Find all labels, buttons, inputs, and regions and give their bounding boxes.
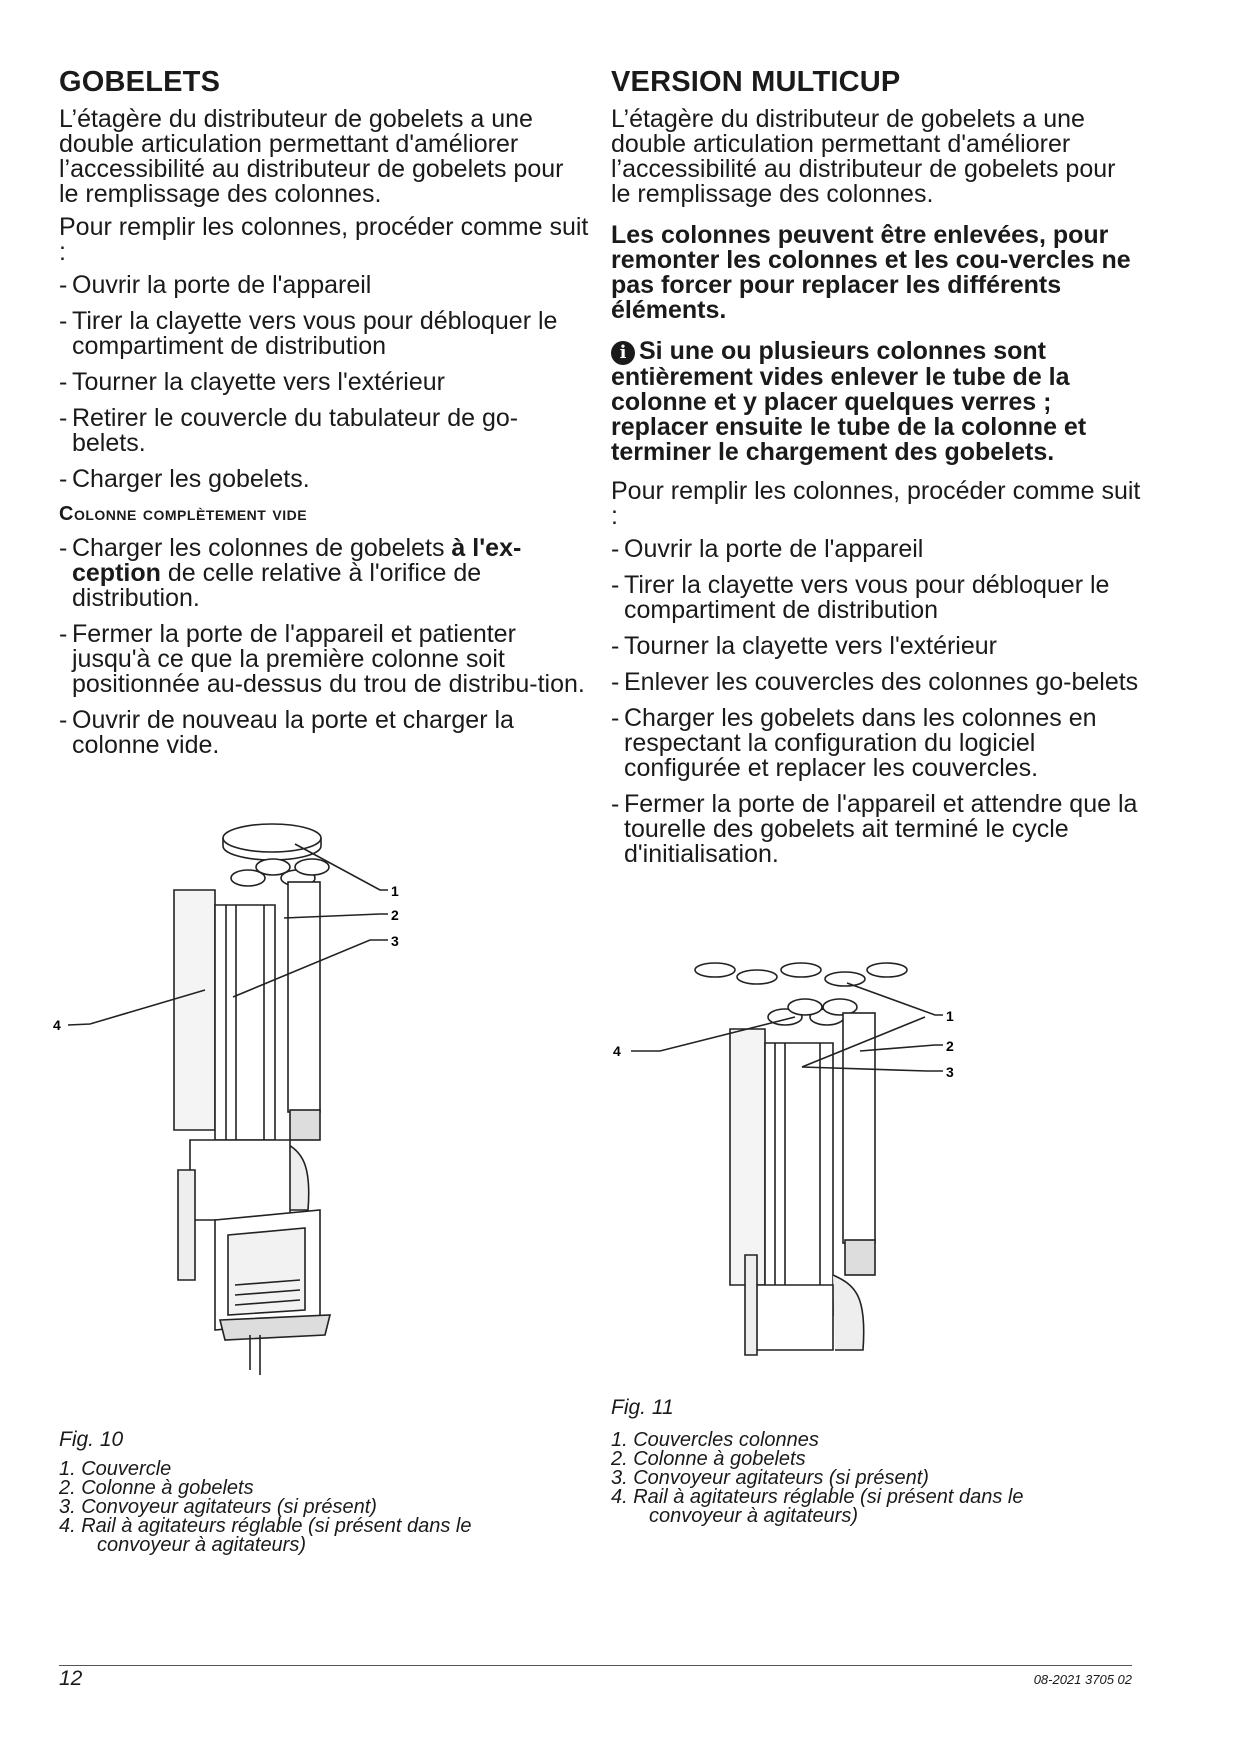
callout-4: 4 (613, 1043, 621, 1059)
legend-item: 2. Colonne à gobelets (59, 1477, 254, 1499)
info-circle-icon: i (611, 341, 635, 365)
figure-10-caption: Fig. 10 (59, 1428, 124, 1451)
list-item: - Tourner la clayette vers l'extérieur (59, 368, 445, 396)
intro-paragraph: L’étagère du distributeur de gobelets a une double articulation permettant d'améliorer l’accessibilité au distributeur de gobelets pour le remplissage des colonnes. (59, 105, 564, 208)
left-column (59, 62, 589, 769)
steps-list (611, 537, 1141, 867)
steps-list (59, 273, 589, 492)
callout-2: 2 (946, 1038, 954, 1054)
list-item: - Ouvrir la porte de l'appareil (59, 271, 372, 299)
figure-10-legend (59, 1460, 471, 1555)
list-item: - Fermer la porte de l'appareil et patienter jusqu'à ce que la première colonne soit positionnée au-dessus du trou de distribu-tion. (59, 620, 585, 698)
figure-10-cup-dispenser (50, 810, 470, 1430)
callout-4: 4 (53, 1017, 61, 1033)
callout-1: 1 (946, 1008, 954, 1024)
legend-item-continued: convoyeur à agitateurs) (97, 1534, 307, 1556)
section-title-gobelets: GOBELETS (59, 66, 221, 98)
steps-list-empty-column (59, 536, 589, 758)
callout-1: 1 (391, 883, 399, 899)
section-title-multicup: VERSION MULTICUP (611, 66, 901, 98)
callout-2: 2 (391, 907, 399, 923)
intro-paragraph: L’étagère du distributeur de gobelets a une double articulation permettant d'améliorer l’accessibilité au distributeur de gobelets pour le remplissage des colonnes. (611, 105, 1116, 208)
legend-item-continued: convoyeur à agitateurs) (649, 1505, 859, 1527)
figure-11-caption: Fig. 11 (611, 1396, 674, 1419)
list-item: - Charger les colonnes de gobelets à l'ex-ception de celle relative à l'orifice de distribution. (59, 534, 522, 612)
subheading-empty-column: Colonne complètement vide (59, 503, 308, 525)
footer-divider (59, 1665, 1132, 1666)
list-item: - Tourner la clayette vers l'extérieur (611, 632, 997, 660)
legend-item: 1. Couvercles colonnes (611, 1429, 819, 1451)
legend-item: 3. Convoyeur agitateurs (si présent) (611, 1467, 929, 1489)
list-item: - Ouvrir la porte de l'appareil (611, 535, 924, 563)
list-item: - Tirer la clayette vers vous pour débloquer le compartiment de distribution (59, 307, 558, 360)
figure-11-legend (611, 1431, 1023, 1526)
list-item: - Enlever les couvercles des colonnes go-belets (611, 668, 1139, 696)
list-item: - Ouvrir de nouveau la porte et charger la colonne vide. (59, 706, 514, 759)
info-paragraph: i Si une ou plusieurs colonnes sont entièrement vides enlever le tube de la colonne et y placer quelques verres ; replacer ensuite le tube de la colonne et terminer le chargement des gobelets. (611, 337, 1087, 466)
lead-paragraph: Pour remplir les colonnes, procéder comme suit : (59, 213, 589, 266)
legend-item: 4. Rail à agitateurs réglable (si présent dans le (611, 1486, 1024, 1508)
document-code: 08-2021 3705 02 (1033, 1672, 1132, 1687)
warning-paragraph: Les colonnes peuvent être enlevées, pour remonter les colonnes et les cou-vercles ne pas forcer pour replacer les différents éléments. (611, 221, 1131, 324)
list-item: - Tirer la clayette vers vous pour débloquer le compartiment de distribution (611, 571, 1110, 624)
list-item: - Fermer la porte de l'appareil et attendre que la tourelle des gobelets ait terminé le cycle d'initialisation. (611, 790, 1138, 868)
callout-3: 3 (946, 1064, 954, 1080)
legend-item: 3. Convoyeur agitateurs (si présent) (59, 1496, 377, 1518)
lead-paragraph: Pour remplir les colonnes, procéder comme suit : (611, 477, 1141, 530)
legend-item: 4. Rail à agitateurs réglable (si présent dans le (59, 1515, 472, 1537)
legend-item: 1. Couvercle (59, 1458, 172, 1480)
list-item: - Charger les gobelets. (59, 465, 310, 493)
legend-item: 2. Colonne à gobelets (611, 1448, 806, 1470)
list-item: - Retirer le couvercle du tabulateur de go-belets. (59, 404, 519, 457)
callout-3: 3 (391, 933, 399, 949)
page-number: 12 (59, 1667, 83, 1690)
right-column (611, 62, 1141, 878)
figure-11-multicup-dispenser (605, 955, 1005, 1395)
list-item: - Charger les gobelets dans les colonnes en respectant la configuration du logiciel configurée et replacer les couvercles. (611, 704, 1097, 782)
